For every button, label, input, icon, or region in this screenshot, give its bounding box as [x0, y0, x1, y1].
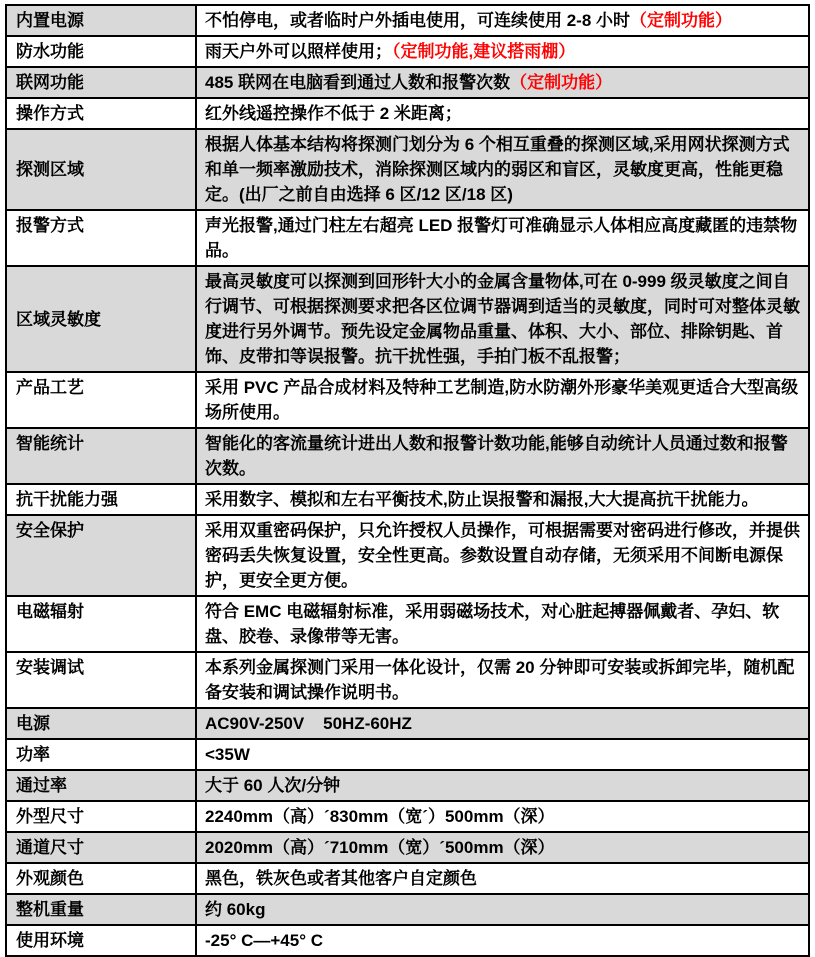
spec-value-text: 雨天户外可以照样使用；: [205, 42, 392, 61]
spec-label: 内置电源: [6, 5, 196, 36]
spec-label: 探测区域: [6, 129, 196, 210]
spec-value: [196, 5, 809, 36]
spec-value-highlight: （定制功能）: [510, 73, 613, 92]
table-row: [6, 739, 809, 770]
spec-value-text: 采用双重密码保护，只允许授权人员操作，可根据需要对密码进行修改，并提供密码丢失恢复设置，安全性更高。参数设置自动存储，无须采用不间断电源保护，更安全更方便。: [205, 521, 800, 590]
table-row: [6, 925, 809, 956]
spec-table-body: [6, 5, 809, 956]
spec-label: 通道尺寸: [6, 832, 196, 863]
spec-value-text: 声光报警,通过门柱左右超亮 LED 报警灯可准确显示人体相应高度藏匿的违禁物品。: [205, 216, 798, 260]
table-row: [6, 484, 809, 515]
spec-value: [196, 801, 809, 832]
spec-value-text: 采用 PVC 产品合成材料及特种工艺制造,防水防潮外形豪华美观更适合大型高级场所使用。: [205, 378, 799, 422]
table-row: [6, 770, 809, 801]
table-row: [6, 863, 809, 894]
table-row: [6, 428, 809, 484]
spec-label: 联网功能: [6, 67, 196, 98]
spec-value: [196, 266, 809, 372]
spec-value: [196, 894, 809, 925]
spec-value: [196, 428, 809, 484]
spec-value-text: 智能化的客流量统计进出人数和报警计数功能,能够自动统计人员通过数和报警次数。: [205, 434, 788, 478]
table-row: [6, 5, 809, 36]
spec-value: [196, 832, 809, 863]
spec-value: [196, 67, 809, 98]
spec-value-highlight: （定制功能）: [630, 11, 733, 30]
spec-value: [196, 515, 809, 596]
spec-label: 安装调试: [6, 652, 196, 708]
spec-value-highlight: （定制功能,建议搭雨棚）: [392, 42, 576, 61]
spec-value: [196, 652, 809, 708]
spec-value: [196, 596, 809, 652]
table-row: [6, 894, 809, 925]
spec-value-text: 不怕停电，或者临时户外插电使用，可连续使用 2-8 小时: [205, 11, 631, 30]
table-row: [6, 98, 809, 129]
table-row: [6, 67, 809, 98]
spec-value: [196, 708, 809, 739]
spec-table: [5, 4, 810, 957]
spec-value-text: 黑色，铁灰色或者其他客户自定颜色: [205, 869, 477, 888]
spec-value: [196, 484, 809, 515]
spec-value-text: 约 60kg: [205, 900, 266, 919]
spec-value-text: -25° C—+45° C: [205, 931, 324, 950]
spec-label: 功率: [6, 739, 196, 770]
spec-value-text: 本系列金属探测门采用一体化设计，仅需 20 分钟即可安装或拆卸完毕，随机配备安装和调试操作说明书。: [205, 658, 795, 702]
table-row: [6, 801, 809, 832]
table-row: [6, 652, 809, 708]
spec-label: 整机重量: [6, 894, 196, 925]
spec-value-text: 2020mm（高）´710mm（宽）´500mm（深）: [205, 838, 555, 857]
spec-value-text: 根据人体基本结构将探测门划分为 6 个相互重叠的探测区域,采用网状探测方式和单一频率激励技术，消除探测区域内的弱区和盲区，灵敏度更高，性能更稳定。(出厂之前自由选择 6 区/12 区/18 区): [205, 135, 790, 204]
spec-value-text: 大于 60 人次/分钟: [205, 776, 341, 795]
spec-value: [196, 372, 809, 428]
spec-label: 外观颜色: [6, 863, 196, 894]
spec-value-text: 最高灵敏度可以探测到回形针大小的金属含量物体,可在 0-999 级灵敏度之间自行调节、可根据探测要求把各区位调节器调到适当的灵敏度，同时可对整体灵敏度进行另外调节。预先设定金属物品重量、体积、大小、部位、排除钥匙、首饰、皮带扣等误报警。抗干扰性强，手拍门板不乱报警；: [205, 272, 800, 366]
table-row: [6, 515, 809, 596]
spec-value-text: 红外线遥控操作不低于 2 米距离；: [205, 104, 462, 123]
spec-value-text: 符合 EMC 电磁辐射标准，采用弱磁场技术，对心脏起搏器佩戴者、孕妇、软盘、胶卷、录像带等无害。: [205, 602, 780, 646]
spec-value-text: 2240mm（高）´830mm（宽´）500mm（深）: [205, 807, 555, 826]
spec-value: [196, 98, 809, 129]
spec-value-text: 采用数字、模拟和左右平衡技术,防止误报警和漏报,大大提高抗干扰能力。: [205, 490, 759, 509]
spec-value-text: AC90V-250V 50HZ-60HZ: [205, 714, 412, 733]
spec-label: 区域灵敏度: [6, 266, 196, 372]
spec-value: [196, 739, 809, 770]
spec-label: 外型尺寸: [6, 801, 196, 832]
spec-label: 产品工艺: [6, 372, 196, 428]
spec-label: 使用环境: [6, 925, 196, 956]
table-row: [6, 129, 809, 210]
spec-value-text: 485 联网在电脑看到通过人数和报警次数: [205, 73, 511, 92]
spec-label: 防水功能: [6, 36, 196, 67]
spec-label: 抗干扰能力强: [6, 484, 196, 515]
table-row: [6, 832, 809, 863]
spec-label: 通过率: [6, 770, 196, 801]
spec-value-text: <35W: [205, 745, 250, 764]
spec-value: [196, 129, 809, 210]
spec-label: 智能统计: [6, 428, 196, 484]
spec-label: 电源: [6, 708, 196, 739]
spec-value: [196, 863, 809, 894]
spec-value: [196, 770, 809, 801]
spec-label: 安全保护: [6, 515, 196, 596]
spec-label: 操作方式: [6, 98, 196, 129]
spec-label: 电磁辐射: [6, 596, 196, 652]
table-row: [6, 36, 809, 67]
spec-value: [196, 925, 809, 956]
table-row: [6, 372, 809, 428]
table-row: [6, 596, 809, 652]
table-row: [6, 266, 809, 372]
table-row: [6, 210, 809, 266]
spec-value: [196, 36, 809, 67]
table-row: [6, 708, 809, 739]
spec-label: 报警方式: [6, 210, 196, 266]
spec-value: [196, 210, 809, 266]
